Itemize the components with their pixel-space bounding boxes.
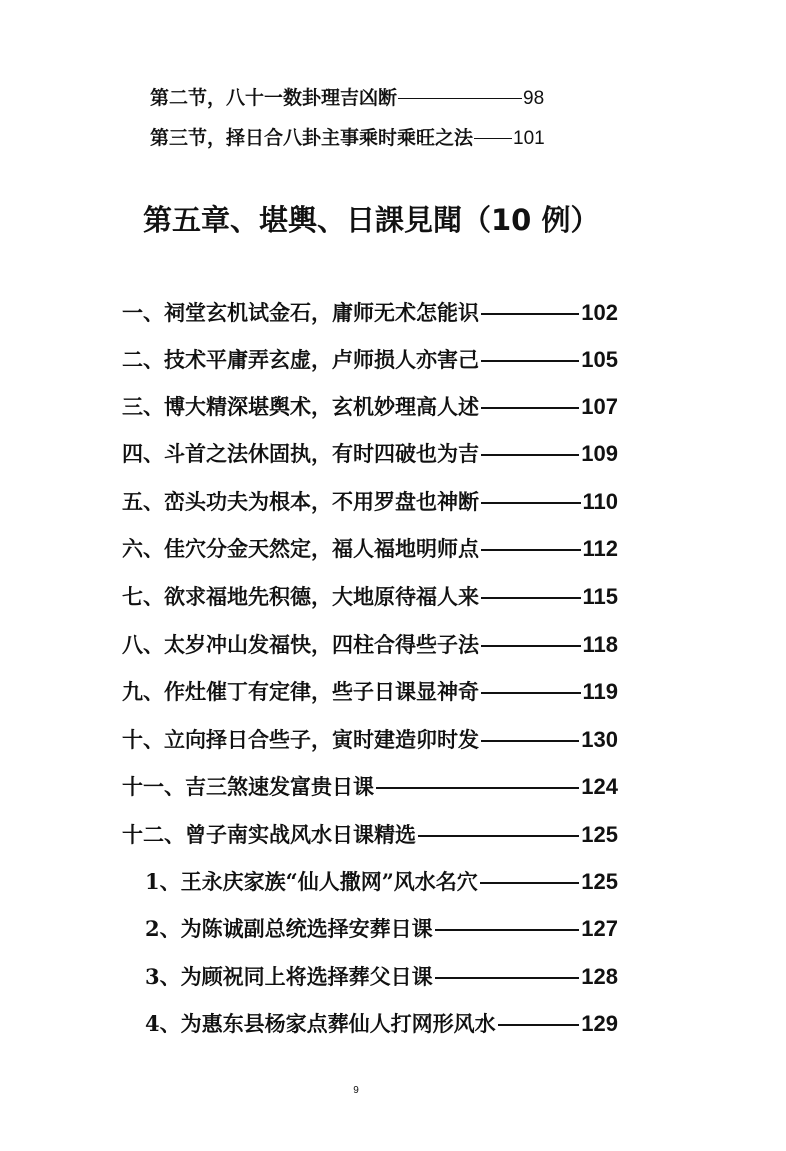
leader-dashes bbox=[418, 835, 579, 837]
toc-entry[interactable] bbox=[122, 580, 618, 614]
toc-subentry-title: 4、为惠东县杨家点葬仙人打网形风水 bbox=[145, 1011, 496, 1036]
toc-subentry[interactable] bbox=[145, 1007, 618, 1041]
toc-entry-page: 107 bbox=[581, 394, 618, 419]
chapter-title: 第五章、堪輿、日課見聞（10 例） bbox=[143, 203, 600, 237]
toc-entry[interactable] bbox=[122, 675, 618, 709]
toc-entry[interactable] bbox=[122, 437, 618, 471]
toc-entry-page: 115 bbox=[582, 584, 618, 609]
leader-dashes bbox=[481, 597, 581, 599]
leader-dashes bbox=[480, 882, 580, 884]
toc-entry[interactable] bbox=[122, 390, 618, 424]
toc-entry[interactable] bbox=[122, 485, 618, 519]
toc-subentry[interactable] bbox=[145, 912, 618, 946]
leader-dashes bbox=[481, 740, 579, 742]
toc-entry[interactable] bbox=[122, 343, 618, 377]
toc-entry-page: 119 bbox=[582, 679, 618, 704]
toc-section-title: 第二节，八十一数卦理吉凶断 bbox=[150, 87, 398, 109]
toc-entry[interactable] bbox=[122, 532, 618, 566]
toc-subentry-title: 1、王永庆家族“仙人撒网”风水名穴 bbox=[145, 869, 478, 894]
toc-entry-title: 一、祠堂玄机试金石，庸师无术怎能识 bbox=[122, 300, 479, 325]
leader-dashes bbox=[481, 692, 581, 694]
leader-dashes bbox=[398, 98, 522, 99]
toc-entry-page: 109 bbox=[581, 441, 618, 466]
toc-subentry-page: 128 bbox=[581, 964, 618, 989]
toc-entry-title: 三、博大精深堪舆术，玄机妙理高人述 bbox=[122, 394, 479, 419]
toc-section-2[interactable] bbox=[150, 84, 544, 112]
toc-section-title: 第三节，择日合八卦主事乘时乘旺之法 bbox=[150, 127, 474, 149]
toc-entry-page: 130 bbox=[581, 727, 618, 752]
toc-entry[interactable] bbox=[122, 628, 618, 662]
toc-subentry-title: 3、为顾祝同上将选择葬父日课 bbox=[145, 964, 433, 989]
leader-dashes bbox=[481, 360, 579, 362]
toc-entry-title: 九、作灶催丁有定律，些子日课显神奇 bbox=[122, 679, 479, 704]
toc-subentry-page: 129 bbox=[581, 1011, 618, 1036]
toc-entry[interactable] bbox=[122, 818, 618, 852]
toc-entry-page: 118 bbox=[582, 632, 618, 657]
toc-entry-page: 110 bbox=[582, 489, 618, 514]
leader-dashes bbox=[481, 407, 579, 409]
leader-dashes bbox=[435, 929, 580, 931]
toc-entry-page: 125 bbox=[581, 822, 618, 847]
toc-subentry-page: 125 bbox=[581, 869, 618, 894]
toc-entry-title: 二、技术平庸弄玄虚，卢师损人亦害己 bbox=[122, 347, 479, 372]
page-number: 9 bbox=[353, 1085, 359, 1096]
toc-entry-page: 112 bbox=[582, 536, 618, 561]
toc-entry-title: 八、太岁冲山发福快，四柱合得些子法 bbox=[122, 632, 479, 657]
leader-dashes bbox=[474, 138, 512, 139]
leader-dashes bbox=[435, 977, 580, 979]
leader-dashes bbox=[498, 1024, 580, 1026]
toc-entry-page: 105 bbox=[581, 347, 618, 372]
toc-entry[interactable] bbox=[122, 296, 618, 330]
toc-entry-title: 五、峦头功夫为根本，不用罗盘也神断 bbox=[122, 489, 479, 514]
leader-dashes bbox=[481, 454, 579, 456]
toc-entry[interactable] bbox=[122, 770, 618, 804]
toc-entry-title: 七、欲求福地先积德，大地原待福人来 bbox=[122, 584, 479, 609]
toc-entry-title: 四、斗首之法休固执，有时四破也为吉 bbox=[122, 441, 479, 466]
toc-entry-page: 102 bbox=[581, 300, 618, 325]
toc-entry-title: 十一、吉三煞速发富贵日课 bbox=[122, 774, 374, 799]
toc-subentry-page: 127 bbox=[581, 916, 618, 941]
toc-entry-title: 六、佳穴分金天然定，福人福地明师点 bbox=[122, 536, 479, 561]
leader-dashes bbox=[481, 549, 581, 551]
toc-section-page: 98 bbox=[523, 88, 545, 109]
toc-subentry[interactable] bbox=[145, 960, 618, 994]
toc-subentry[interactable] bbox=[145, 865, 618, 899]
toc-section-page: 101 bbox=[513, 128, 545, 149]
toc-section-3[interactable] bbox=[150, 124, 545, 152]
toc-subentry-title: 2、为陈诚副总统选择安葬日课 bbox=[145, 916, 433, 941]
toc-entry-title: 十、立向择日合些子，寅时建造卯时发 bbox=[122, 727, 479, 752]
leader-dashes bbox=[481, 645, 581, 647]
leader-dashes bbox=[481, 502, 581, 504]
toc-entry-title: 十二、曾子南实战风水日课精选 bbox=[122, 822, 416, 847]
leader-dashes bbox=[481, 313, 579, 315]
toc-entry[interactable] bbox=[122, 723, 618, 757]
toc-entry-page: 124 bbox=[581, 774, 618, 799]
leader-dashes bbox=[376, 787, 579, 789]
